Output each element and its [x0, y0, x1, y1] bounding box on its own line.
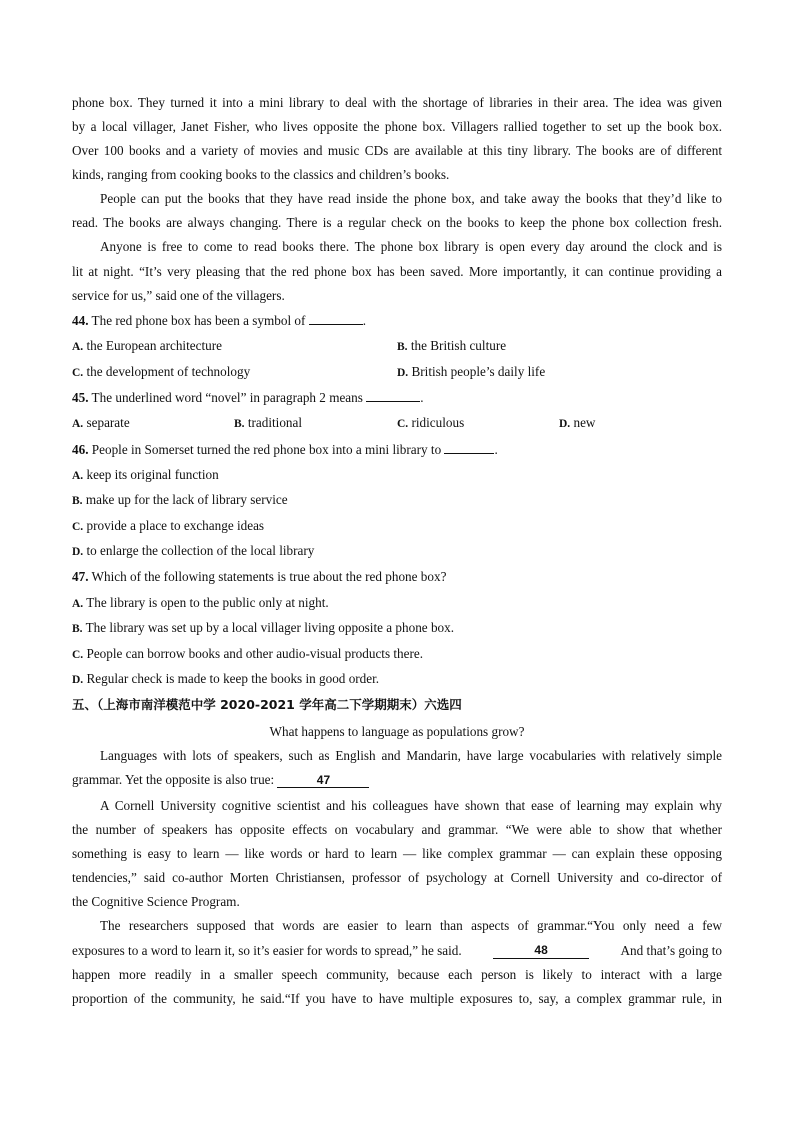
option-letter: D. — [397, 367, 409, 379]
passage-line: by a local villager, Janet Fisher, who lives opposite the phone box. Villagers rallied together to set up the book box. — [72, 119, 722, 134]
question-text: Which of the following statements is true about the red phone box? — [91, 569, 447, 584]
passage-line: A Cornell University cognitive scientist and his colleagues have shown that ease of learning may explain why — [100, 798, 722, 813]
option-letter: C. — [72, 649, 84, 661]
option-text: Regular check is made to keep the books in good order. — [86, 671, 380, 686]
option-letter: D. — [72, 546, 84, 558]
option-letter: B. — [72, 623, 83, 635]
question-46 — [72, 441, 498, 458]
passage-line: tendencies,” said co-author Morten Christiansen, professor of psychology at Cornell University and co-director of — [72, 870, 722, 885]
option-text: keep its original function — [86, 467, 219, 482]
option-text: to enlarge the collection of the local library — [86, 543, 315, 558]
passage-line: the Cognitive Science Program. — [72, 894, 240, 909]
blank-48: 48 — [493, 943, 589, 959]
passage-line: The researchers supposed that words are easier to learn than aspects of grammar.“You only need a few — [100, 918, 722, 933]
passage-line: People can put the books that they have read inside the phone box, and take away the books that they’d like to — [100, 191, 722, 206]
passage-line — [72, 772, 369, 788]
passage-line: the number of speakers has opposite effects on vocabulary and grammar. “We were able to show that whether — [72, 822, 722, 837]
passage-text: exposures to a word to learn it, so it’s easier for words to spread,” he said. — [72, 943, 462, 958]
option-text: separate — [86, 415, 130, 430]
option-a — [72, 338, 222, 355]
option-letter: A. — [72, 598, 84, 610]
option-d — [72, 671, 379, 688]
question-number: 46. — [72, 442, 89, 457]
answer-blank — [309, 312, 363, 325]
option-c — [397, 415, 464, 432]
option-a — [72, 595, 329, 612]
option-letter: C. — [72, 367, 84, 379]
option-text: The library was set up by a local villager living opposite a phone box. — [85, 620, 455, 635]
option-letter: D. — [559, 418, 571, 430]
option-b — [234, 415, 302, 432]
option-letter: B. — [397, 341, 408, 353]
option-b — [397, 338, 506, 355]
option-text: the European architecture — [86, 338, 222, 353]
question-47 — [72, 569, 446, 585]
option-text: People can borrow books and other audio-visual products there. — [86, 646, 424, 661]
option-letter: A. — [72, 418, 84, 430]
question-end: . — [494, 442, 498, 457]
option-text: new — [573, 415, 596, 430]
option-text: the British culture — [410, 338, 507, 353]
option-d — [72, 543, 314, 560]
answer-blank — [366, 389, 420, 402]
option-letter: B. — [72, 495, 83, 507]
passage-line: Over 100 books and a variety of movies and music CDs are available at this tiny library. The books are of different — [72, 143, 722, 158]
passage-text: And that’s going to — [620, 943, 722, 958]
option-a — [72, 415, 130, 432]
passage-line: Anyone is free to come to read books there. The phone box library is open every day around the clock and is — [100, 239, 722, 254]
option-letter: A. — [72, 341, 84, 353]
option-text: ridiculous — [411, 415, 465, 430]
option-b — [72, 492, 288, 509]
option-text: the development of technology — [86, 364, 251, 379]
passage-title: What happens to language as populations grow? — [269, 724, 525, 739]
passage-line: read. The books are always changing. There is a regular check on the books to keep the phone box collection fresh. — [72, 215, 722, 230]
answer-blank — [444, 441, 494, 454]
question-text: People in Somerset turned the red phone box into a mini library to — [91, 442, 442, 457]
option-d — [559, 415, 595, 432]
question-number: 45. — [72, 390, 89, 405]
question-end: . — [420, 390, 424, 405]
option-text: traditional — [247, 415, 303, 430]
option-d — [397, 364, 545, 381]
section-heading: 五、（上海市南洋模范中学 2020-2021 学年高二下学期期末）六选四 — [72, 697, 462, 712]
question-number: 44. — [72, 313, 89, 328]
option-b — [72, 620, 454, 637]
option-letter: B. — [234, 418, 245, 430]
passage-line — [72, 943, 722, 959]
option-letter: C. — [72, 521, 84, 533]
passage-line: lit at night. “It’s very pleasing that the red phone box has been saved. More importantly, it can continue providing a — [72, 264, 722, 279]
option-c — [72, 518, 264, 535]
passage-line: Languages with lots of speakers, such as English and Mandarin, have large vocabularies with relatively simple — [100, 748, 722, 763]
option-a — [72, 467, 219, 484]
option-letter: A. — [72, 470, 84, 482]
passage-line: service for us,” said one of the villagers. — [72, 288, 285, 303]
question-end: . — [362, 313, 367, 328]
option-text: make up for the lack of library service — [85, 492, 288, 507]
option-text: The library is open to the public only at night. — [86, 595, 329, 610]
passage-line: something is easy to learn — like words or hard to learn — like complex grammar — can explain these opposing — [72, 846, 722, 861]
option-letter: D. — [72, 674, 84, 686]
question-text: The red phone box has been a symbol of — [91, 313, 306, 328]
passage-line: happen more readily in a smaller speech community, because each person is likely to interact with a large — [72, 967, 722, 982]
option-letter: C. — [397, 418, 409, 430]
question-44 — [72, 312, 366, 329]
option-c — [72, 646, 423, 663]
passage-line: proportion of the community, he said.“If you have to have multiple exposures to, say, a complex grammar rule, in — [72, 991, 722, 1006]
blank-47: 47 — [277, 773, 369, 788]
option-text: provide a place to exchange ideas — [86, 518, 265, 533]
question-text: The underlined word “novel” in paragraph 2 means — [91, 390, 363, 405]
question-number: 47. — [72, 569, 89, 584]
passage-line: kinds, ranging from cooking books to the classics and children’s books. — [72, 167, 450, 182]
question-45 — [72, 389, 423, 406]
passage-line: phone box. They turned it into a mini library to deal with the shortage of libraries in their area. The idea was given — [72, 95, 722, 110]
option-text: British people’s daily life — [411, 364, 546, 379]
passage-text: grammar. Yet the opposite is also true: — [72, 772, 275, 787]
option-c — [72, 364, 250, 381]
